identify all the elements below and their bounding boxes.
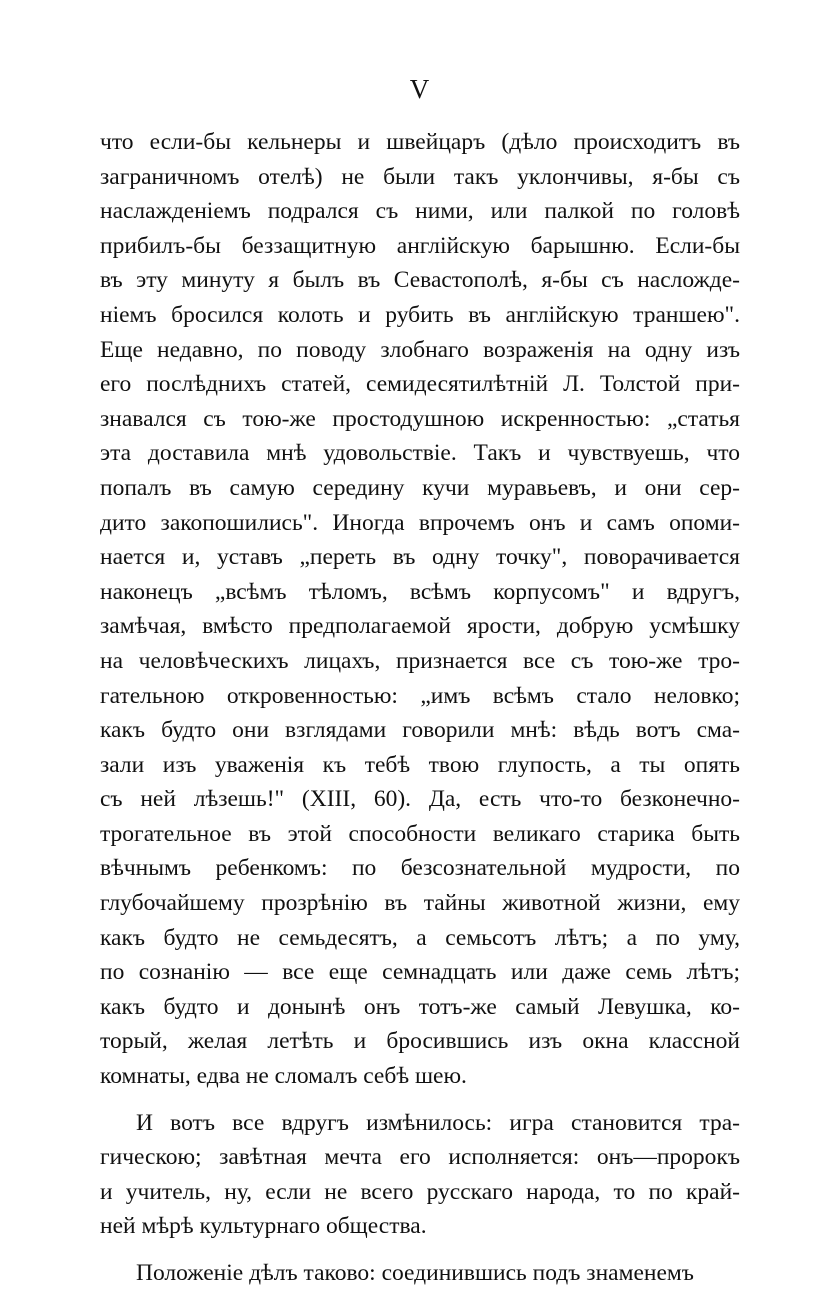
- text-line: ней мѣрѣ культурнаго общества.: [100, 1213, 427, 1240]
- text-line: ніемъ бросился колоть и рубить въ англійскую траншею".: [100, 301, 740, 328]
- text-line: комнаты, едва не сломалъ себѣ шею.: [100, 1063, 467, 1090]
- text-line: что если-бы кельнеры и швейцаръ (дѣло происходитъ въ: [100, 129, 740, 155]
- paragraph-2: [100, 1106, 740, 1244]
- text-line: его послѣднихъ статей, семидесятилѣтній Л. Толстой при-: [100, 371, 740, 398]
- text-line: наконецъ „всѣмъ тѣломъ, всѣмъ корпусомъ" и вдругъ,: [100, 578, 740, 605]
- text-line: трогательное въ этой способности великаго старика быть: [100, 820, 740, 847]
- page-text: [100, 125, 740, 1291]
- text-line: зали изъ уваженія къ тебѣ твою глупость, а ты опять: [100, 751, 740, 778]
- text-line: И вотъ все вдругъ измѣнилось: игра становится тра-: [136, 1109, 740, 1136]
- text-line: замѣчая, вмѣсто предполагаемой ярости, добрую усмѣшку: [100, 613, 740, 640]
- text-line: эта доставила мнѣ удовольствіе. Такъ и чувствуешь, что: [100, 440, 740, 467]
- text-line: по сознанію — все еще семнадцать или даже семь лѣтъ;: [100, 959, 740, 986]
- text-line: дито закопошились". Иногда впрочемъ онъ и самъ опоми-: [100, 509, 740, 536]
- text-line: вѣчнымъ ребенкомъ: по безсознательной мудрости, по: [100, 855, 740, 882]
- paragraph-1: [100, 125, 740, 1094]
- text-line: Еще недавно, по поводу злобнаго возраженія на одну изъ: [100, 336, 740, 363]
- text-line: какъ будто и донынѣ онъ тотъ-же самый Левушка, ко-: [100, 993, 740, 1020]
- text-line: съ ней лѣзешь!" (XIII, 60). Да, есть что-то безконечно-: [100, 786, 740, 813]
- text-line: заграничномъ отелѣ) не были такъ уклончивы, я-бы съ: [100, 163, 740, 190]
- paragraph-3: [100, 1256, 740, 1291]
- text-line: наслажденіемъ подрался съ ними, или палкой по головѣ: [100, 198, 740, 225]
- text-line: Положеніе дѣлъ таково: соединившись подъ знаменемъ: [136, 1260, 694, 1286]
- text-line: попалъ въ самую середину кучи муравьевъ, и они сер-: [100, 474, 740, 501]
- text-line: на человѣческихъ лицахъ, признается все съ тою-же тро-: [100, 647, 740, 674]
- text-line: знавался съ тою-же простодушною искренностью: „статья: [100, 405, 740, 432]
- text-line: нается и, уставъ „переть въ одну точку", поворачивается: [100, 544, 740, 571]
- text-line: въ эту минуту я былъ въ Севастополѣ, я-бы съ насложде-: [100, 267, 740, 294]
- text-line: какъ будто они взглядами говорили мнѣ: вѣдь вотъ сма-: [100, 717, 740, 744]
- text-line: и учитель, ну, если не всего русскаго народа, то по край-: [100, 1178, 740, 1205]
- text-line: какъ будто не семьдесятъ, а семьсотъ лѣтъ; а по уму,: [100, 924, 740, 951]
- text-line: глубочайшему прозрѣнію въ тайны животной жизни, ему: [100, 890, 740, 917]
- text-line: гическою; завѣтная мечта его исполняется: онъ—пророкъ: [100, 1144, 740, 1171]
- text-line: гательною откровенностью: „имъ всѣмъ стало неловко;: [100, 682, 740, 709]
- page-number: V: [409, 74, 431, 104]
- text-line: торый, желая летѣть и бросившись изъ окна классной: [100, 1028, 740, 1055]
- text-line: прибилъ-бы беззащитную англійскую барышню. Если-бы: [100, 232, 740, 259]
